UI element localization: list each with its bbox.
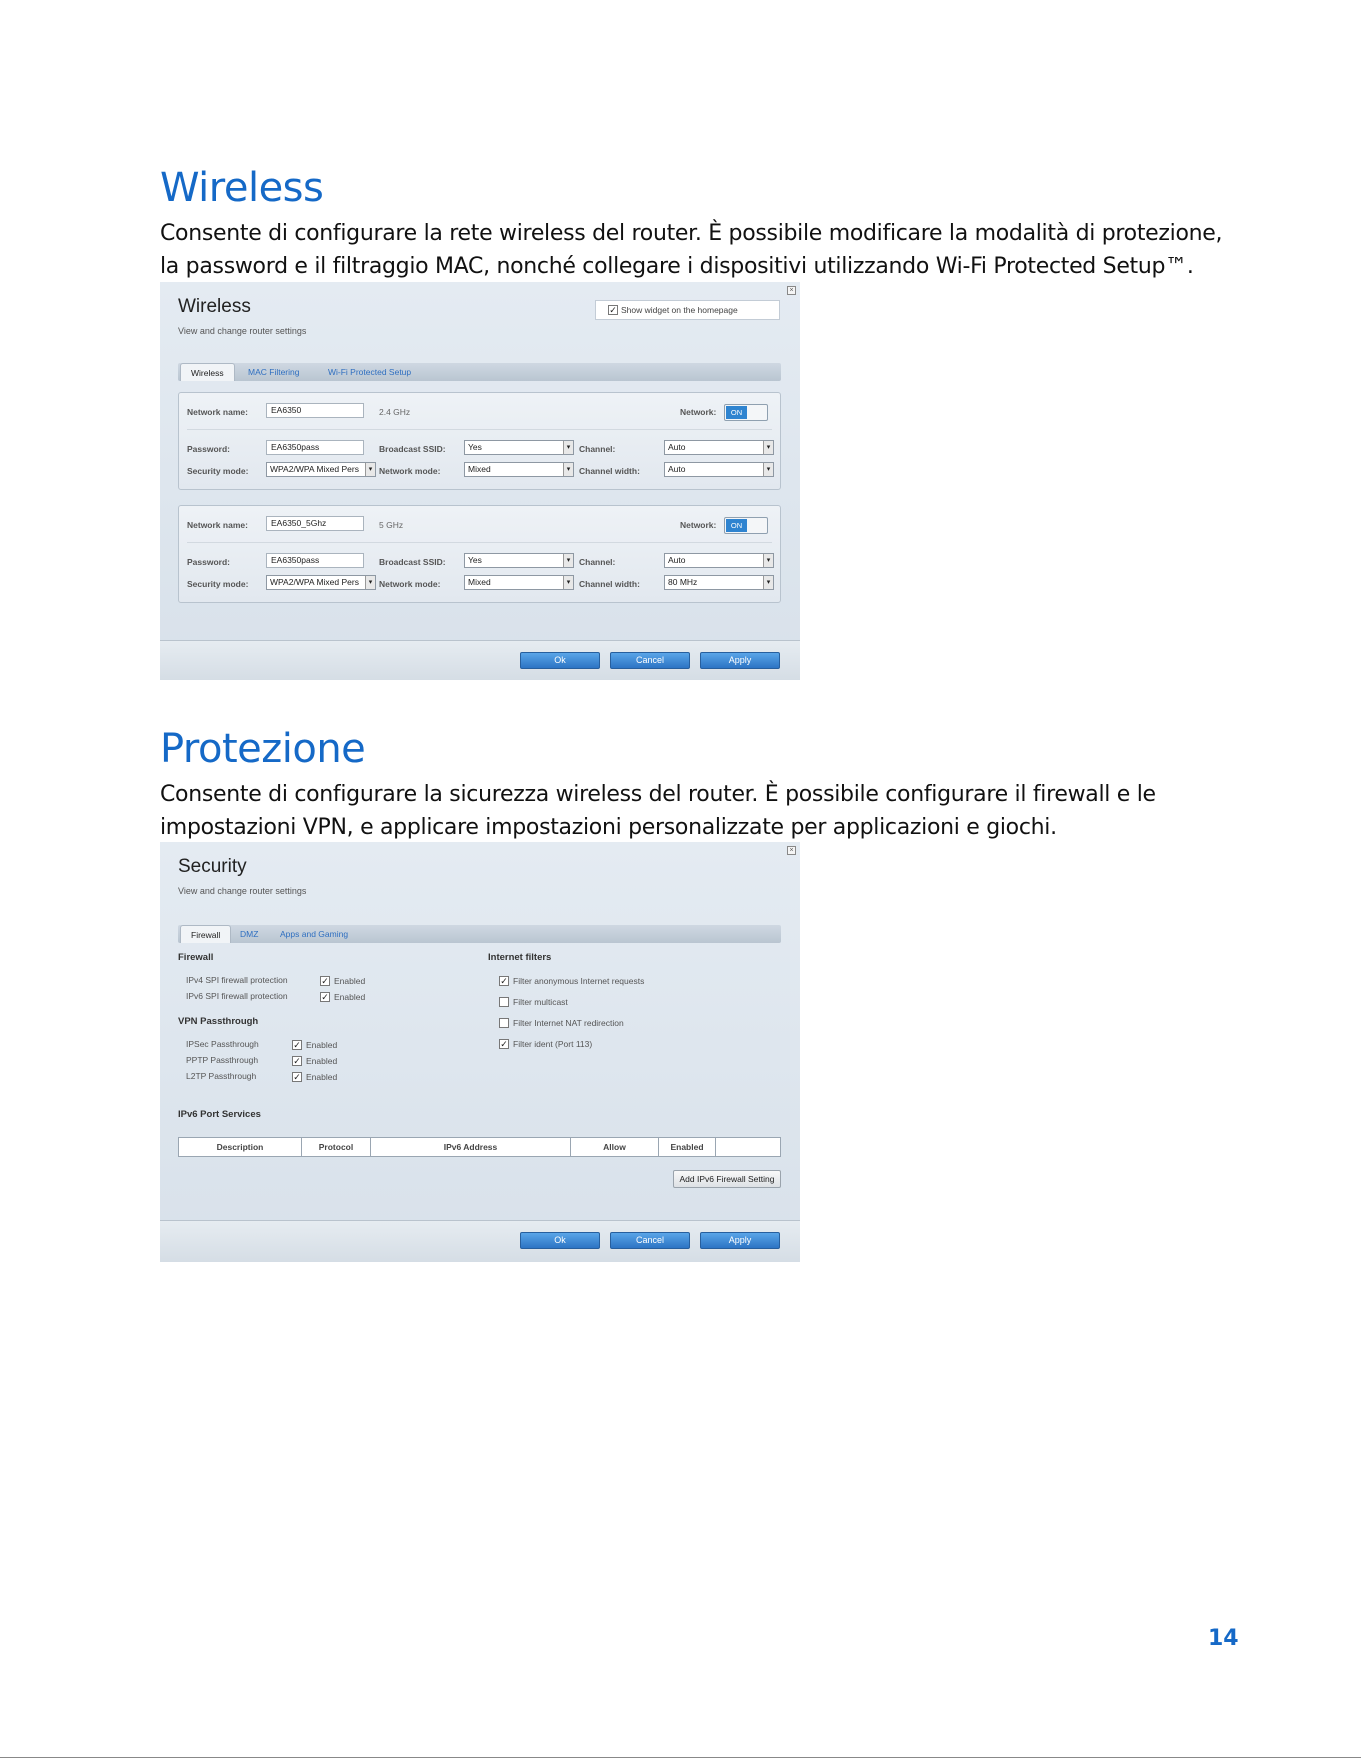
wireless-panel-title: Wireless	[178, 296, 251, 317]
network-mode-label: Network mode:	[379, 466, 441, 476]
pptp-value: Enabled	[306, 1056, 338, 1066]
ipv6-port-table	[178, 1137, 781, 1157]
pptp-label: PPTP Passthrough	[186, 1055, 259, 1065]
network-toggle-label: Network:	[680, 407, 717, 417]
l2tp-label: L2TP Passthrough	[186, 1071, 257, 1081]
close-icon[interactable]: ×	[787, 286, 796, 295]
ipv4-spi-label: IPv4 SPI firewall protection	[186, 975, 288, 985]
ipv4-spi-value: Enabled	[334, 976, 366, 986]
channel-width-label: Channel width:	[579, 466, 640, 476]
wireless-screenshot	[160, 282, 800, 680]
column-header: IPv6 Address	[371, 1138, 571, 1156]
ok-button[interactable]: Ok	[520, 1232, 600, 1249]
ipv4-spi-checkbox[interactable]	[320, 976, 330, 986]
tab-dmz[interactable]: DMZ	[240, 929, 259, 939]
divider	[187, 542, 772, 543]
ipsec-checkbox[interactable]	[292, 1040, 302, 1050]
network-toggle-label: Network:	[680, 520, 717, 530]
security-description: Consente di configurare la sicurezza wireless del router. È possibile configurare il firewall e le impostazioni VPN, e applicare impostazioni personalizzate per applicazioni e giochi.	[160, 782, 1156, 840]
column-header: Description	[179, 1138, 302, 1156]
l2tp-value: Enabled	[306, 1072, 338, 1082]
apply-button[interactable]: Apply	[700, 652, 780, 669]
ipv6-spi-checkbox[interactable]	[320, 992, 330, 1002]
network-mode-label: Network mode:	[379, 579, 441, 589]
password-field[interactable]: EA6350pass	[266, 440, 364, 455]
network-name-label: Network name:	[187, 407, 248, 417]
internet-filters-heading: Internet filters	[488, 952, 552, 963]
security-mode-label: Security mode:	[187, 579, 249, 589]
filter-ident-checkbox[interactable]	[499, 1039, 509, 1049]
column-header: Enabled	[659, 1138, 716, 1156]
l2tp-checkbox[interactable]	[292, 1072, 302, 1082]
filter-nat-redirection-checkbox[interactable]	[499, 1018, 509, 1028]
password-label: Password:	[187, 557, 230, 567]
wireless-tabbar	[178, 363, 781, 381]
firewall-heading: Firewall	[178, 952, 214, 963]
network-mode-select[interactable]: Mixed ▾	[464, 575, 574, 590]
channel-width-label: Channel width:	[579, 579, 640, 589]
network-toggle[interactable]	[724, 404, 768, 421]
divider	[187, 429, 772, 430]
security-footer	[160, 1220, 800, 1262]
security-screenshot	[160, 842, 800, 1262]
ipv6-spi-value: Enabled	[334, 992, 366, 1002]
channel-select[interactable]: Auto ▾	[664, 553, 774, 568]
column-header: Allow	[571, 1138, 659, 1156]
show-widget-label: Show widget on the homepage	[621, 305, 738, 315]
channel-select[interactable]: Auto ▾	[664, 440, 774, 455]
tab-apps-and-gaming[interactable]: Apps and Gaming	[280, 929, 349, 939]
filter-anonymous-checkbox[interactable]	[499, 976, 509, 986]
band-panel-24ghz	[178, 392, 781, 490]
security-heading: Protezione	[160, 726, 366, 772]
page-number: 14	[1208, 1626, 1239, 1651]
column-header: Protocol	[302, 1138, 371, 1156]
toggle-state: ON	[726, 406, 747, 419]
wireless-footer	[160, 640, 800, 680]
broadcast-ssid-select[interactable]: Yes ▾	[464, 440, 574, 455]
filter-multicast-label: Filter multicast	[513, 997, 568, 1007]
ipsec-label: IPSec Passthrough	[186, 1039, 259, 1049]
channel-label: Channel:	[579, 557, 616, 567]
network-name-field[interactable]: EA6350_5Ghz	[266, 516, 364, 531]
tab-wifi-protected-setup[interactable]: Wi-Fi Protected Setup	[328, 367, 412, 377]
channel-label: Channel:	[579, 444, 616, 454]
network-mode-select[interactable]: Mixed ▾	[464, 462, 574, 477]
add-ipv6-firewall-setting-button[interactable]: Add IPv6 Firewall Setting	[673, 1170, 781, 1188]
filter-anonymous-label: Filter anonymous Internet requests	[513, 976, 645, 986]
broadcast-ssid-label: Broadcast SSID:	[379, 444, 446, 454]
show-widget-toggle[interactable]	[595, 300, 780, 320]
tab-firewall[interactable]: Firewall	[180, 925, 231, 943]
security-mode-select[interactable]: WPA2/WPA Mixed Pers ▾	[266, 462, 376, 477]
network-name-label: Network name:	[187, 520, 248, 530]
toggle-state: ON	[726, 519, 747, 532]
security-tabbar	[178, 925, 781, 943]
wireless-heading: Wireless	[160, 165, 324, 211]
broadcast-ssid-select[interactable]: Yes ▾	[464, 553, 574, 568]
tab-wireless[interactable]: Wireless	[180, 363, 235, 381]
security-panel-subtitle: View and change router settings	[178, 886, 307, 896]
page-bottom-rule	[0, 1757, 1361, 1758]
password-label: Password:	[187, 444, 230, 454]
tab-mac-filtering[interactable]: MAC Filtering	[248, 367, 300, 377]
cancel-button[interactable]: Cancel	[610, 652, 690, 669]
cancel-button[interactable]: Cancel	[610, 1232, 690, 1249]
broadcast-ssid-label: Broadcast SSID:	[379, 557, 446, 567]
show-widget-checkbox[interactable]	[608, 305, 618, 315]
network-toggle[interactable]	[724, 517, 768, 534]
network-name-field[interactable]: EA6350	[266, 403, 364, 418]
channel-width-select[interactable]: 80 MHz ▾	[664, 575, 774, 590]
password-field[interactable]: EA6350pass	[266, 553, 364, 568]
security-mode-select[interactable]: WPA2/WPA Mixed Pers ▾	[266, 575, 376, 590]
security-mode-label: Security mode:	[187, 466, 249, 476]
filter-ident-label: Filter ident (Port 113)	[513, 1039, 593, 1049]
ok-button[interactable]: Ok	[520, 652, 600, 669]
pptp-checkbox[interactable]	[292, 1056, 302, 1066]
ipv6-port-services-heading: IPv6 Port Services	[178, 1109, 261, 1120]
filter-nat-redirection-label: Filter Internet NAT redirection	[513, 1018, 624, 1028]
band-label: 5 GHz	[379, 520, 404, 530]
column-header	[716, 1138, 780, 1156]
band-label: 2.4 GHz	[379, 407, 411, 417]
wireless-description: Consente di configurare la rete wireless del router. È possibile modificare la modalità di protezione, la password e il filtraggio MAC, nonché collegare i dispositivi utilizzando Wi-Fi Protected Setup™.	[160, 221, 1223, 279]
security-panel-title: Security	[178, 856, 247, 877]
wireless-panel-subtitle: View and change router settings	[178, 326, 307, 336]
filter-multicast-checkbox[interactable]	[499, 997, 509, 1007]
close-icon[interactable]: ×	[787, 846, 796, 855]
channel-width-select[interactable]: Auto ▾	[664, 462, 774, 477]
ipsec-value: Enabled	[306, 1040, 338, 1050]
band-panel-5ghz	[178, 505, 781, 603]
apply-button[interactable]: Apply	[700, 1232, 780, 1249]
vpn-heading: VPN Passthrough	[178, 1016, 259, 1027]
ipv6-spi-label: IPv6 SPI firewall protection	[186, 991, 288, 1001]
